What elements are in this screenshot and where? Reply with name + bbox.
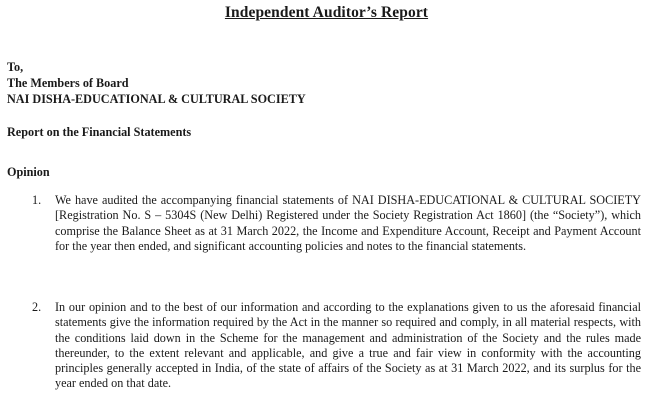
addressee-society: NAI DISHA-EDUCATIONAL & CULTURAL SOCIETY (7, 92, 306, 106)
opinion-heading: Opinion (7, 165, 50, 179)
addressee-to: To, (7, 60, 24, 74)
report-title: Independent Auditor’s Report (224, 4, 429, 21)
paragraph-number-2: 2. (32, 300, 42, 314)
paragraph-number-1: 1. (32, 193, 42, 207)
addressee-members: The Members of Board (7, 76, 129, 90)
section-heading: Report on the Financial Statements (7, 125, 192, 139)
paragraph-2: In our opinion and to the best of our information and according to the explanations given to us the aforesaid financial statements give the information required by the Act in the manner so required and comply, in all material respects, with the conditions laid down in the Scheme for the management and administration of the Society and the rules made thereunder, to the extent relevant and applicable, and give a true and fair view in conformity with the accounting principles generally accepted in India, of the state of affairs of the Society as at 31 March 2022, and its surplus for the year ended on that date. (55, 300, 641, 391)
paragraph-1: We have audited the accompanying financial statements of NAI DISHA-EDUCATIONAL & CULTURAL SOCIETY [Registration No. S – 5304S (New Delhi) Registered under the Society Registration Act 1860] (the “Society”), which comprise the Balance Sheet as at 31 March 2022, the Income and Expenditure Account, Receipt and Payment Account for the year then ended, and significant accounting policies and notes to the financial statements. (55, 193, 641, 253)
